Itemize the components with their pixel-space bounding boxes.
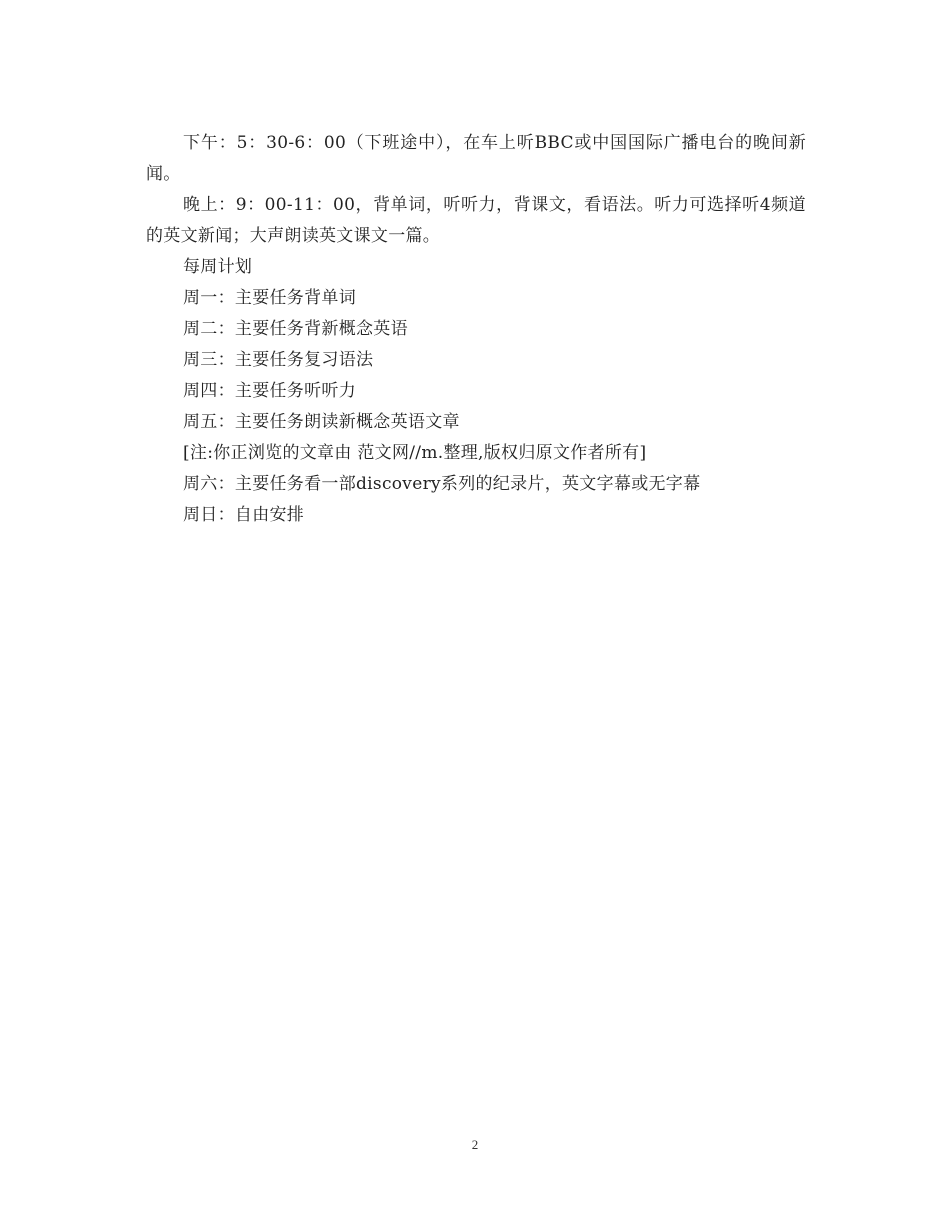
paragraph-evening-commute: 下午：5：30-6：00（下班途中），在车上听BBC或中国国际广播电台的晚间新闻。: [146, 133, 806, 184]
plan-item-saturday: 周六：主要任务看一部discovery系列的纪录片，英文字幕或无字幕: [183, 474, 701, 494]
plan-item-sunday: 周日：自由安排: [183, 505, 305, 525]
plan-item-tuesday: 周二：主要任务背新概念英语: [183, 319, 408, 339]
plan-item-thursday: 周四：主要任务听听力: [183, 381, 356, 401]
plan-item-monday: 周一：主要任务背单词: [183, 288, 356, 308]
section-heading-weekly-plan: 每周计划: [183, 257, 253, 277]
source-note: [注:你正浏览的文章由 范文网//m.整理,版权归原文作者所有]: [183, 443, 647, 463]
plan-item-wednesday: 周三：主要任务复习语法: [183, 350, 374, 370]
page-number: 2: [471, 1137, 479, 1152]
plan-item-friday: 周五：主要任务朗读新概念英语文章: [183, 412, 460, 432]
document-body: [146, 128, 806, 531]
paragraph-night-study: 晚上：9：00-11：00，背单词，听听力，背课文，看语法。听力可选择听4频道的英文新闻；大声朗读英文课文一篇。: [146, 195, 806, 246]
